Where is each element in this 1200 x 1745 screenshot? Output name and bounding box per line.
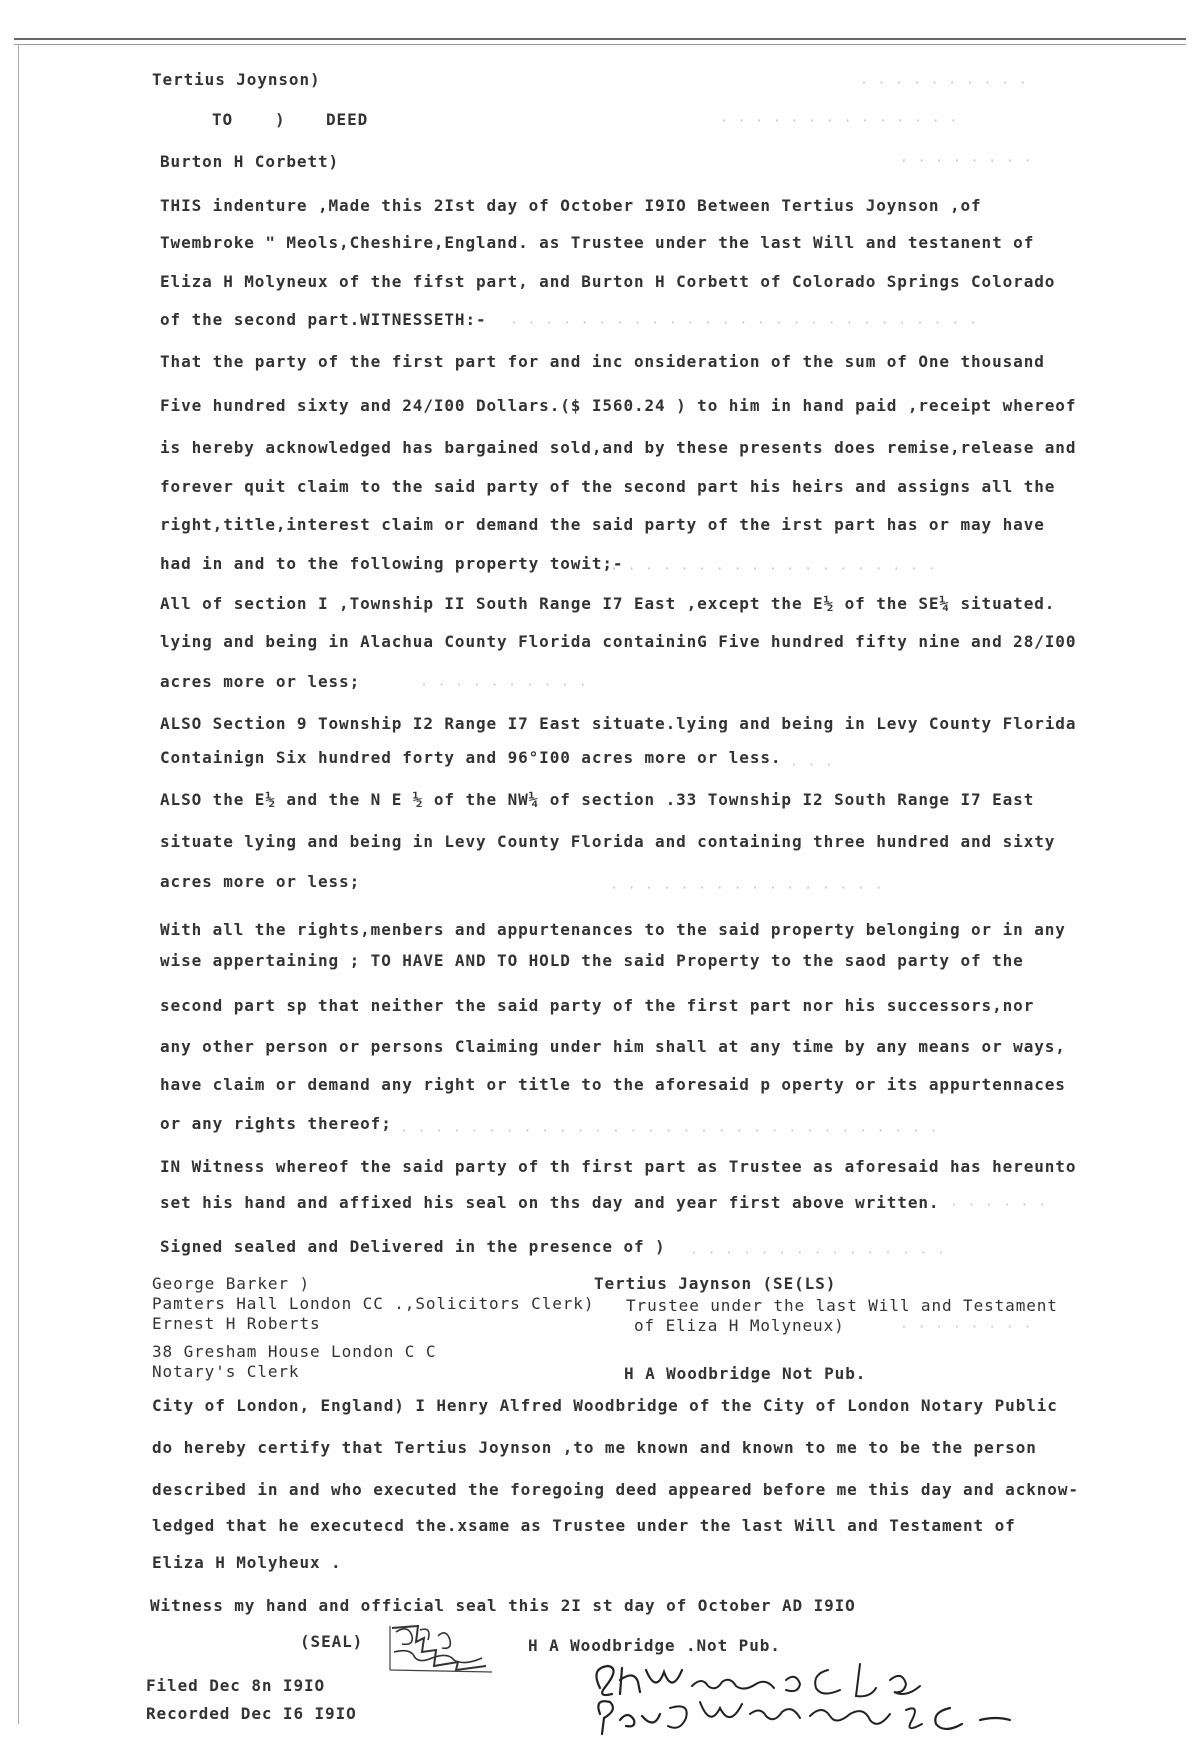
- ghost-text: · · ·: [790, 758, 835, 773]
- deed-body-line: any other person or persons Claiming under him shall at any time by any means or ways,: [160, 1037, 1066, 1056]
- ghost-text: · · · · · · · ·: [900, 154, 1033, 169]
- header-to-label: TO: [212, 110, 234, 129]
- witness1-address: Pamters Hall London CC .,Solicitors Clerk): [152, 1294, 595, 1313]
- ghost-text: · · · · · ·: [950, 1198, 1048, 1213]
- certificate-line: City of London, England) I Henry Alfred Woodbridge of the City of London Notary Public: [152, 1396, 1058, 1415]
- left-border-rule: [18, 44, 19, 1724]
- deed-body-line: wise appertaining ; TO HAVE AND TO HOLD the said Property to the saod party of the: [160, 951, 1024, 970]
- deed-body-line: set his hand and affixed his seal on ths day and year first above written.: [160, 1193, 940, 1212]
- deed-body-line: Signed sealed and Delivered in the presence of ): [160, 1237, 666, 1256]
- signer-role-line1: Trustee under the last Will and Testament: [626, 1296, 1058, 1315]
- deed-body-line: ALSO Section 9 Township I2 Range I7 East situate.lying and being in Levy County Florida: [160, 714, 1077, 733]
- deed-body-line: That the party of the first part for and inc onsideration of the sum of One thousand: [160, 352, 1045, 371]
- deed-body-line: is hereby acknowledged has bargained sold,and by these presents does remise,release and: [160, 438, 1077, 457]
- witness2-name: Ernest H Roberts: [152, 1314, 321, 1333]
- handwritten-clerk-signature-icon: [560, 1658, 1060, 1738]
- certificate-line: described in and who executed the foregoing deed appeared before me this day and acknow-: [152, 1480, 1079, 1499]
- deed-body-line: acres more or less;: [160, 872, 361, 891]
- deed-body-line: second part sp that neither the said party of the first part nor his successors,nor: [160, 996, 1035, 1015]
- header-deed-label: DEED: [326, 110, 369, 129]
- deed-body-line: had in and to the following property towit;-: [160, 554, 624, 573]
- ghost-text: · · · · · · · · · · · · · · · · · · · · · · · · · · ·: [510, 316, 978, 331]
- deed-body-line: With all the rights,menbers and appurtenances to the said property belonging or in any: [160, 920, 1066, 939]
- ghost-text: · · · · · · · · · · · · · · ·: [690, 1246, 946, 1261]
- ghost-text: · · · · · · · · · ·: [860, 76, 1028, 91]
- deed-body-line: of the second part.WITNESSETH:-: [160, 310, 487, 329]
- certificate-line: Witness my hand and official seal this 2I st day of October AD I9IO: [150, 1596, 856, 1615]
- deed-body-line: situate lying and being in Levy County Florida and containing three hundred and sixty: [160, 832, 1056, 851]
- deed-body-line: THIS indenture ,Made this 2Ist day of October I9IO Between Tertius Joynson ,of: [160, 196, 982, 215]
- seal-label: (SEAL): [300, 1632, 364, 1651]
- notary-signature-line: H A Woodbridge Not Pub.: [624, 1364, 867, 1383]
- deed-body-line: right,title,interest claim or demand the said party of the irst part has or may have: [160, 515, 1045, 534]
- certificate-line: do hereby certify that Tertius Joynson ,to me known and known to me to be the person: [152, 1438, 1037, 1457]
- deed-body-line: forever quit claim to the said party of the second part his heirs and assigns all the: [160, 477, 1056, 496]
- deed-body-line: Twembroke " Meols,Cheshire,England. as Trustee under the last Will and testanent of: [160, 233, 1035, 252]
- deed-body-line: Containign Six hundred forty and 96°I00 acres more or less.: [160, 748, 782, 767]
- witness2-title: Notary's Clerk: [152, 1362, 300, 1381]
- certificate-line: Eliza H Molyheux .: [152, 1553, 342, 1572]
- header-party-from: Tertius Joynson): [152, 70, 321, 89]
- deed-body-line: IN Witness whereof the said party of th first part as Trustee as aforesaid has hereunto: [160, 1157, 1077, 1176]
- header-party-to: Burton H Corbett): [160, 152, 340, 171]
- signer-role-line2: of Eliza H Molyneux): [634, 1316, 845, 1335]
- deed-body-line: Eliza H Molyneux of the fifst part, and Burton H Corbett of Colorado Springs Colorado: [160, 272, 1056, 291]
- witness1-name: George Barker ): [152, 1274, 310, 1293]
- top-border-rule: [14, 38, 1186, 45]
- deed-body-line: ALSO the E½ and the N E ½ of the NW¼ of section .33 Township I2 South Range I7 East: [160, 790, 1035, 809]
- ghost-text: · · · · · · · · · · · · · · · ·: [610, 881, 884, 896]
- deed-body-line: acres more or less;: [160, 672, 361, 691]
- deed-body-line: All of section I ,Township II South Range I7 East ,except the E½ of the SE¼ situated.: [160, 594, 1056, 613]
- ghost-text: · · · · · · · · · · · · · · · · · · ·: [610, 562, 937, 577]
- ghost-text: · · · · · · · · · · · · · ·: [720, 114, 959, 129]
- certificate-line: ledged that he executecd the.xsame as Trustee under the last Will and Testament of: [152, 1516, 1016, 1535]
- filed-date: Filed Dec 8n I9IO: [146, 1676, 326, 1695]
- seal-notary-name: H A Woodbridge .Not Pub.: [528, 1636, 781, 1655]
- signer-name: Tertius Jaynson (SE(LS): [594, 1274, 837, 1293]
- deed-body-line: or any rights thereof;: [160, 1114, 392, 1133]
- notary-seal-stamp-icon: [388, 1622, 500, 1674]
- witness2-address: 38 Gresham House London C C: [152, 1342, 437, 1361]
- header-to-paren: ): [275, 110, 286, 129]
- ghost-text: · · · · · · · · · ·: [420, 678, 588, 693]
- deed-body-line: have claim or demand any right or title to the aforesaid p operty or its appurtennaces: [160, 1075, 1066, 1094]
- deed-body-line: lying and being in Alachua County Florida containinG Five hundred fifty nine and 28/I00: [160, 632, 1077, 651]
- ghost-text: · · · · · · · ·: [900, 1320, 1033, 1335]
- recorded-date: Recorded Dec I6 I9IO: [146, 1704, 357, 1723]
- ghost-text: · · · · · · · · · · · · · · · · · · · · · · · · · · · · · · ·: [400, 1124, 939, 1139]
- deed-body-line: Five hundred sixty and 24/I00 Dollars.($ I560.24 ) to him in hand paid ,receipt whereof: [160, 396, 1077, 415]
